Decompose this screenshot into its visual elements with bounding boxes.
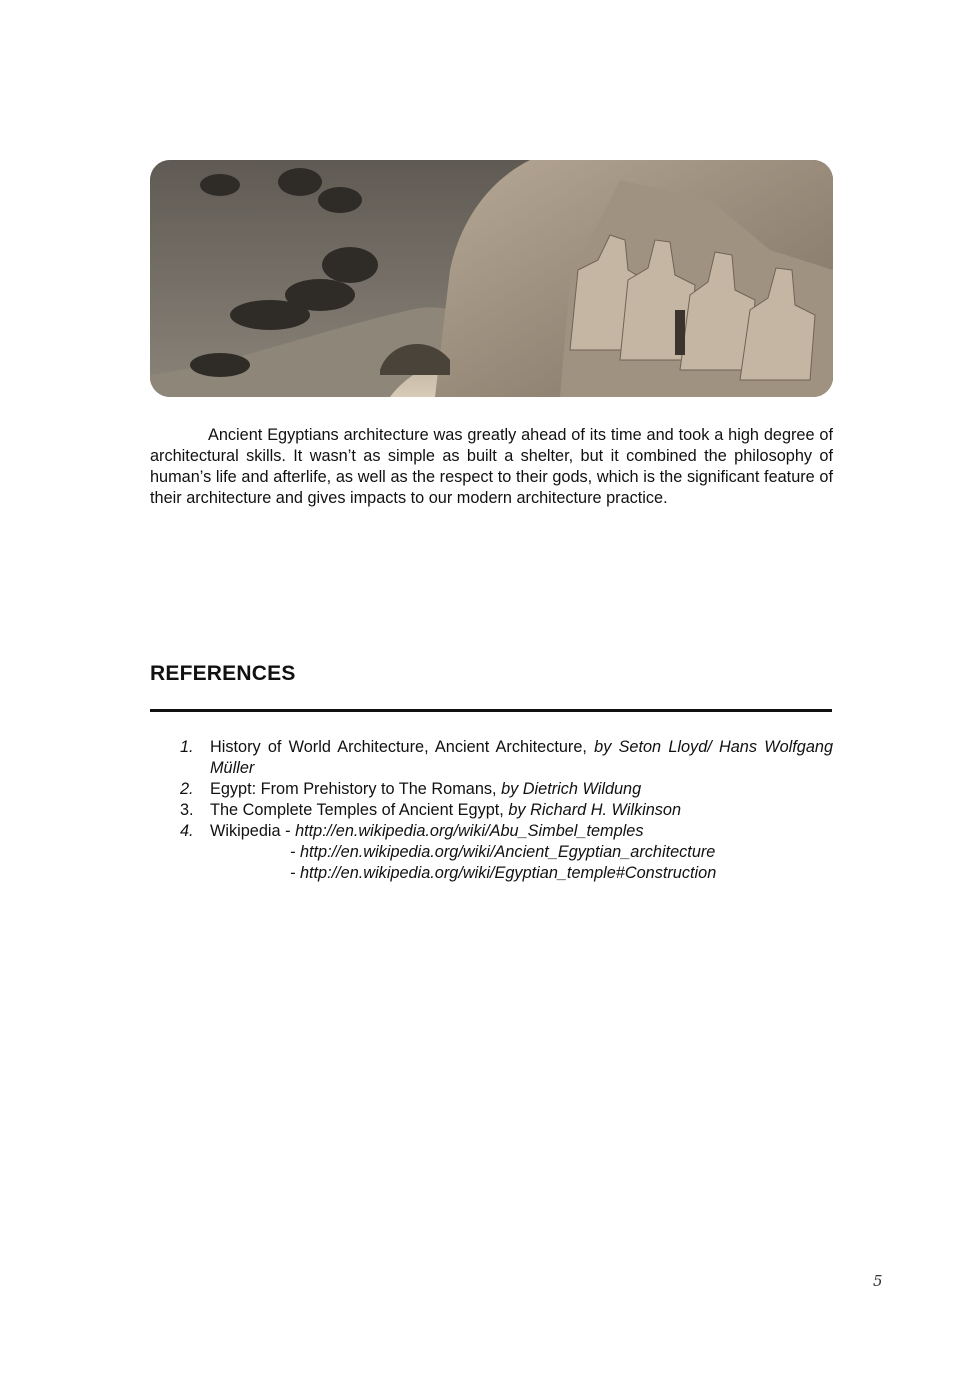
reference-link[interactable]: http://en.wikipedia.org/wiki/Abu_Simbel_temples (295, 822, 644, 840)
reference-number: 4. (180, 822, 194, 840)
reference-number: 2. (180, 780, 194, 798)
page-number: 5 (873, 1272, 883, 1290)
reference-author: by Richard H. Wilkinson (508, 801, 682, 819)
reference-author: by Dietrich Wildung (501, 780, 642, 798)
reference-number: 1. (180, 738, 194, 756)
reference-title: History of World Architecture, Ancient Architecture, (210, 738, 595, 756)
body-paragraph: Ancient Egyptians architecture was greatly ahead of its time and took a high degree of architectural skills. It wasn’t as simple as built a shelter, but it combined the philosophy of human’s life and afterlife, as well as the respect to their gods, which is the significant feature of their architecture and gives impacts to our modern architecture practice. (150, 426, 833, 507)
abu-simbel-photo (150, 160, 833, 397)
reference-link[interactable]: - http://en.wikipedia.org/wiki/Ancient_Egyptian_architecture (290, 843, 716, 861)
reference-item (150, 779, 833, 800)
reference-title: Wikipedia - (210, 822, 296, 840)
reference-title: The Complete Temples of Ancient Egypt, (210, 801, 509, 819)
heading-divider (150, 709, 832, 712)
reference-title: Egypt: From Prehistory to The Romans, (210, 780, 502, 798)
references-heading: REFERENCES (150, 662, 296, 685)
reference-author: by Seton Lloyd/ Hans Wolfgang Müller (210, 738, 833, 777)
temple-entrance (675, 310, 685, 355)
reference-item (150, 800, 833, 821)
reference-link[interactable]: - http://en.wikipedia.org/wiki/Egyptian_temple#Construction (290, 864, 717, 882)
reference-item (150, 821, 833, 884)
references-list (150, 737, 833, 884)
reference-item (150, 737, 833, 779)
photo-illustration (150, 160, 833, 397)
reference-number: 3. (180, 801, 194, 819)
